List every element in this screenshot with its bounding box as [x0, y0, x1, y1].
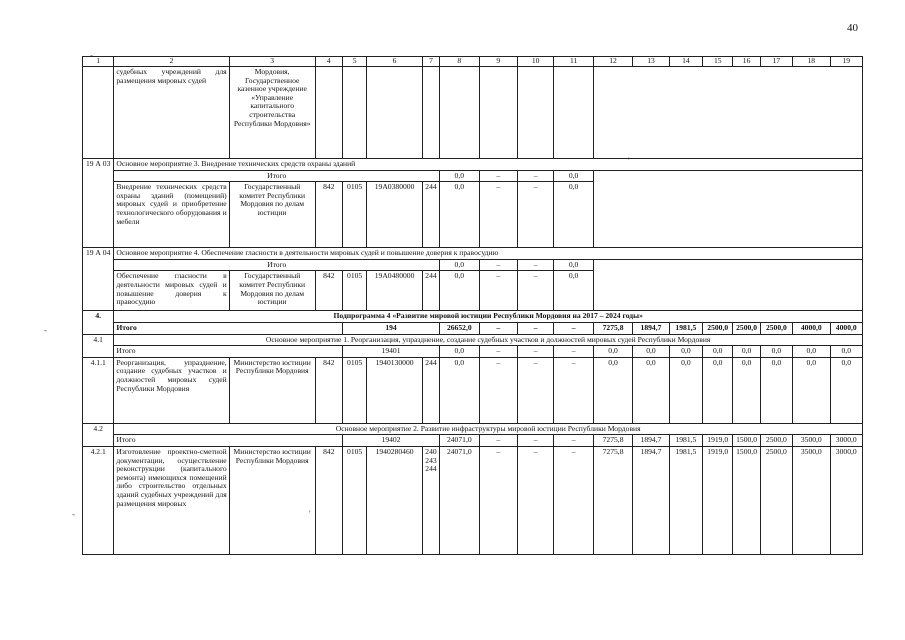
code-cell: 0105	[342, 446, 366, 554]
section-row	[83, 248, 863, 260]
value-cell: 0,0	[669, 346, 702, 358]
value-cell: –	[554, 322, 593, 334]
itogo-label: Итого	[114, 259, 440, 271]
itogo-row	[83, 170, 863, 182]
value-cell: 0,0	[703, 346, 733, 358]
itogo-row	[83, 435, 863, 447]
col-header: 13	[633, 57, 669, 67]
value-cell: 26652,0	[440, 322, 479, 334]
section-title: Основное мероприятие 2. Развитие инфраструктуры мировой юстиции Республики Мордовия	[114, 423, 863, 435]
code-cell: 0105	[342, 182, 366, 248]
itogo-row	[83, 346, 863, 358]
value-cell: –	[479, 446, 517, 554]
code-cell: 244	[422, 182, 439, 248]
value-cell: 24071,0	[440, 446, 479, 554]
itogo-label: Итого	[114, 170, 440, 182]
stray-mark: '	[628, 156, 630, 166]
value-cell: –	[554, 446, 593, 554]
value-cell: 1500,0	[733, 446, 760, 554]
section-title: Основное мероприятие 3. Внедрение технических средств охраны зданий	[114, 159, 863, 171]
value-cell: 0,0	[703, 357, 733, 423]
value-cell: 7275,8	[593, 322, 632, 334]
value-cell: 2500,0	[760, 446, 792, 554]
page-number: 40	[847, 22, 858, 34]
value-cell: 0,0	[440, 170, 479, 182]
value-cell: –	[479, 435, 517, 447]
section-number: 4.2	[83, 423, 114, 446]
value-cell: 1500,0	[733, 435, 760, 447]
section-number: 19 А 04	[83, 248, 114, 311]
col-header: 12	[593, 57, 632, 67]
itogo-label: Итого	[114, 322, 343, 334]
value-cell: 24071,0	[440, 435, 479, 447]
value-cell: 0,0	[593, 357, 632, 423]
value-cell: –	[517, 170, 553, 182]
value-cell: 0,0	[440, 259, 479, 271]
code-cell: 240 243 244	[422, 446, 439, 554]
value-cell: 1894,7	[633, 435, 669, 447]
value-cell: 0,0	[830, 357, 863, 423]
col-header: 9	[479, 57, 517, 67]
col-header: 3	[229, 57, 315, 67]
col-header: 11	[554, 57, 593, 67]
col-header: 5	[342, 57, 366, 67]
value-cell: –	[479, 322, 517, 334]
value-cell: 3500,0	[793, 435, 830, 447]
code-cell: 244	[422, 271, 439, 311]
value-cell: 0,0	[793, 346, 830, 358]
value-cell: 2500,0	[703, 322, 733, 334]
value-cell: 0,0	[830, 346, 863, 358]
executor: Мордовия, Государственное казенное учреждение «Управление капитального строительства Республики Мордовия»	[229, 67, 315, 159]
code-cell: 19401	[342, 346, 439, 358]
col-header: 19	[830, 57, 863, 67]
section-row	[83, 423, 863, 435]
col-header: 15	[703, 57, 733, 67]
value-cell: –	[517, 346, 553, 358]
value-cell: –	[517, 259, 553, 271]
col-header: 1	[83, 57, 114, 67]
code-cell: 244	[422, 357, 439, 423]
value-cell: 0,0	[440, 182, 479, 248]
itogo-label: Итого	[114, 435, 343, 447]
value-cell: 1981,5	[669, 435, 702, 447]
value-cell: 0,0	[554, 182, 593, 248]
table-row	[83, 67, 863, 159]
value-cell: –	[554, 346, 593, 358]
code-cell: 842	[315, 271, 342, 311]
code-cell: 194	[342, 322, 439, 334]
subprogram-title: Подпрограмма 4 «Развитие мировой юстиции Республики Мордовия на 2017 – 2024 годы»	[114, 311, 863, 323]
value-cell: 0,0	[669, 357, 702, 423]
col-header: 2	[114, 57, 229, 67]
value-cell: 3500,0	[793, 446, 830, 554]
value-cell: –	[479, 346, 517, 358]
value-cell: 4000,0	[830, 322, 863, 334]
value-cell: 1981,5	[669, 322, 702, 334]
itogo-row	[83, 322, 863, 334]
code-cell: 1940130000	[367, 357, 423, 423]
section-number: 19 А 03	[83, 159, 114, 248]
col-header: 17	[760, 57, 792, 67]
col-header: 8	[440, 57, 479, 67]
value-cell: 0,0	[440, 346, 479, 358]
value-cell: –	[479, 259, 517, 271]
col-header: 7	[422, 57, 439, 67]
value-cell: –	[517, 357, 553, 423]
col-header: 16	[733, 57, 760, 67]
value-cell: 1894,7	[633, 322, 669, 334]
value-cell: 0,0	[554, 271, 593, 311]
stray-mark: '	[309, 509, 311, 519]
section-row	[83, 334, 863, 346]
section-row	[83, 159, 863, 171]
value-cell: 0,0	[760, 346, 792, 358]
value-cell: 1981,5	[669, 446, 702, 554]
code-cell: 19А0480000	[367, 271, 423, 311]
code-cell: 0105	[342, 357, 366, 423]
col-header: 4	[315, 57, 342, 67]
value-cell: –	[517, 271, 553, 311]
stray-mark: -	[90, 50, 93, 60]
executor: Государственный комитет Республики Мордовия по делам юстиции	[229, 182, 315, 248]
value-cell: –	[479, 271, 517, 311]
value-cell: 0,0	[440, 357, 479, 423]
value-cell: 7275,8	[593, 435, 632, 447]
code-cell: 842	[315, 357, 342, 423]
value-cell: 1919,0	[703, 446, 733, 554]
value-cell: 7275,8	[593, 446, 632, 554]
section-number: 4.1	[83, 334, 114, 357]
value-cell: –	[479, 357, 517, 423]
section-title: Основное мероприятие 4. Обеспечение гласности в деятельности мировых судей и повышение доверия к правосудию	[114, 248, 863, 260]
table-row	[83, 446, 863, 554]
value-cell: 0,0	[793, 357, 830, 423]
measure-name: Изготовление проектно-сметной документации, осуществление реконструкции (капитального ремонта) имеющихся помещений либо строительство отдельных зданий судебных учреждений для размещения мировых	[114, 446, 229, 554]
code-cell: 19А0380000	[367, 182, 423, 248]
code-cell: 0105	[342, 271, 366, 311]
budget-table	[82, 56, 863, 555]
code-cell: 1940280460	[367, 446, 423, 554]
code-cell: 842	[315, 182, 342, 248]
value-cell: 2500,0	[760, 322, 792, 334]
subprogram-row	[83, 311, 863, 323]
value-cell: 0,0	[554, 259, 593, 271]
row-number: 4.1.1	[83, 357, 114, 423]
stray-mark: -	[72, 509, 75, 519]
value-cell: –	[479, 170, 517, 182]
value-cell: 0,0	[733, 346, 760, 358]
value-cell: 2500,0	[760, 435, 792, 447]
executor: Министерство юстиции Республики Мордовия	[229, 446, 315, 554]
value-cell: 0,0	[593, 346, 632, 358]
table-row	[83, 357, 863, 423]
value-cell: 1919,0	[703, 435, 733, 447]
value-cell: 0,0	[554, 170, 593, 182]
value-cell: 0,0	[633, 357, 669, 423]
section-number: 4.	[83, 311, 114, 334]
code-cell: 19402	[342, 435, 439, 447]
value-cell: 3000,0	[830, 435, 863, 447]
executor: Министерство юстиции Республики Мордовия	[229, 357, 315, 423]
row-number: 4.2.1	[83, 446, 114, 554]
col-header: 6	[367, 57, 423, 67]
header-row	[83, 57, 863, 67]
value-cell: –	[517, 322, 553, 334]
code-cell: 842	[315, 446, 342, 554]
itogo-row	[83, 259, 863, 271]
value-cell: –	[479, 182, 517, 248]
value-cell: –	[517, 435, 553, 447]
value-cell: –	[517, 182, 553, 248]
col-header: 10	[517, 57, 553, 67]
measure-name: Обеспечение гласности в деятельности мировых судей и повышение доверия к правосудию	[114, 271, 229, 311]
value-cell: –	[554, 357, 593, 423]
value-cell: 0,0	[733, 357, 760, 423]
value-cell: –	[554, 435, 593, 447]
measure-name: судебных учреждений для размещения мировых судей	[114, 67, 229, 159]
value-cell: 0,0	[633, 346, 669, 358]
value-cell: 1894,7	[633, 446, 669, 554]
value-cell: 4000,0	[793, 322, 830, 334]
measure-name: Реорганизация, упразднение, создание судебных участков и должностей мировых судей Республики Мордовия	[114, 357, 229, 423]
col-header: 14	[669, 57, 702, 67]
value-cell: 3000,0	[830, 446, 863, 554]
itogo-label: Итого	[114, 346, 343, 358]
value-cell: 0,0	[760, 357, 792, 423]
value-cell: 2500,0	[733, 322, 760, 334]
col-header: 18	[793, 57, 830, 67]
section-title: Основное мероприятие 1. Реорганизация, упразднение, создание судебных участков и должностей мировых судей Республики Мордовия	[114, 334, 863, 346]
executor: Государственный комитет Республики Мордовия по делам юстиции	[229, 271, 315, 311]
value-cell: 0,0	[440, 271, 479, 311]
stray-mark: -	[44, 325, 47, 335]
measure-name: Внедрение технических средств охраны зданий (помещений) мировых судей и приобретение технологического оборудования и мебели	[114, 182, 229, 248]
value-cell: –	[517, 446, 553, 554]
